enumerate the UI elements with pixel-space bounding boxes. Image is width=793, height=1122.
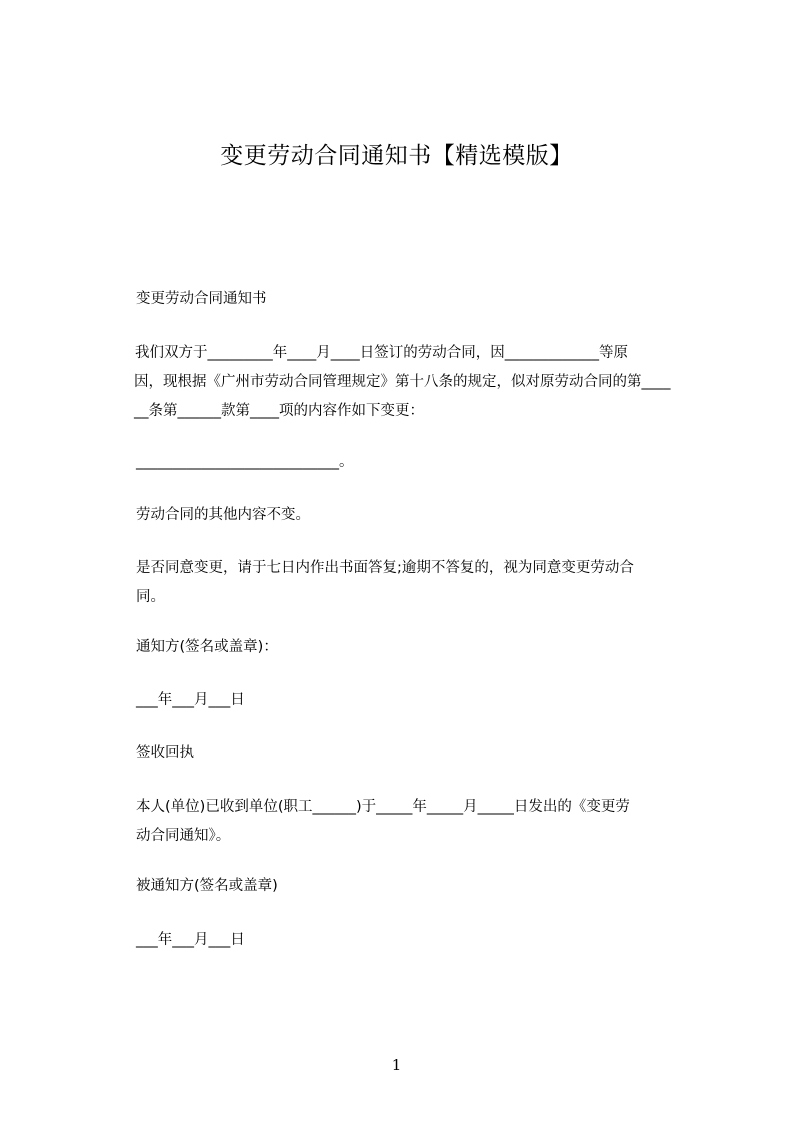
- notifier-label: 通知方(签名或盖章)：: [136, 639, 278, 655]
- paragraph1-line1: 我们双方于_________年____月____日签订的劳动合同，因_____________等原: [135, 345, 628, 361]
- notifier-date-paragraph: [136, 686, 702, 715]
- other-unchanged-text: 劳动合同的其他内容不变。: [136, 507, 310, 523]
- notified-date: ___年___月___日: [136, 932, 245, 948]
- receipt-title-paragraph: [136, 739, 702, 768]
- change-notice-paragraph: [136, 339, 702, 426]
- change-content-paragraph: [136, 448, 702, 477]
- heading-text: 变更劳动合同通知书: [136, 291, 267, 307]
- page-number: 1: [391, 1056, 402, 1074]
- heading-paragraph: [136, 285, 702, 314]
- notifier-signature-paragraph: [136, 633, 702, 662]
- paragraph1-line2: 因，现根据《广州市劳动合同管理规定》第十八条的规定，似对原劳动合同的第____: [134, 374, 671, 390]
- reply-request-paragraph: [136, 554, 702, 612]
- paragraph2-line1: 是否同意变更，请于七日内作出书面答复;逾期不答复的，视为同意变更劳动合: [136, 560, 634, 576]
- paragraph2-line2: 同。: [136, 589, 165, 605]
- receipt-title: 签收回执: [136, 745, 194, 761]
- paragraph3-line2: 动合同通知》。: [136, 828, 231, 844]
- paragraph3-line1: 本人(单位)已收到单位(职工______)于_____年_____月_____日发出的《变更劳: [136, 799, 630, 815]
- other-content-paragraph: [136, 501, 702, 530]
- notified-signature-paragraph: [136, 872, 702, 901]
- document-title: 变更劳动合同通知书【精选模版】: [220, 143, 573, 169]
- notified-label: 被通知方(签名或盖章): [136, 878, 278, 894]
- notified-date-paragraph: [136, 926, 702, 955]
- change-blank-line: ____________________________。: [136, 454, 354, 470]
- paragraph1-line3: __条第______款第____项的内容作如下变更：: [134, 403, 424, 419]
- notifier-date: ___年___月___日: [136, 692, 245, 708]
- receipt-statement-paragraph: [136, 793, 702, 851]
